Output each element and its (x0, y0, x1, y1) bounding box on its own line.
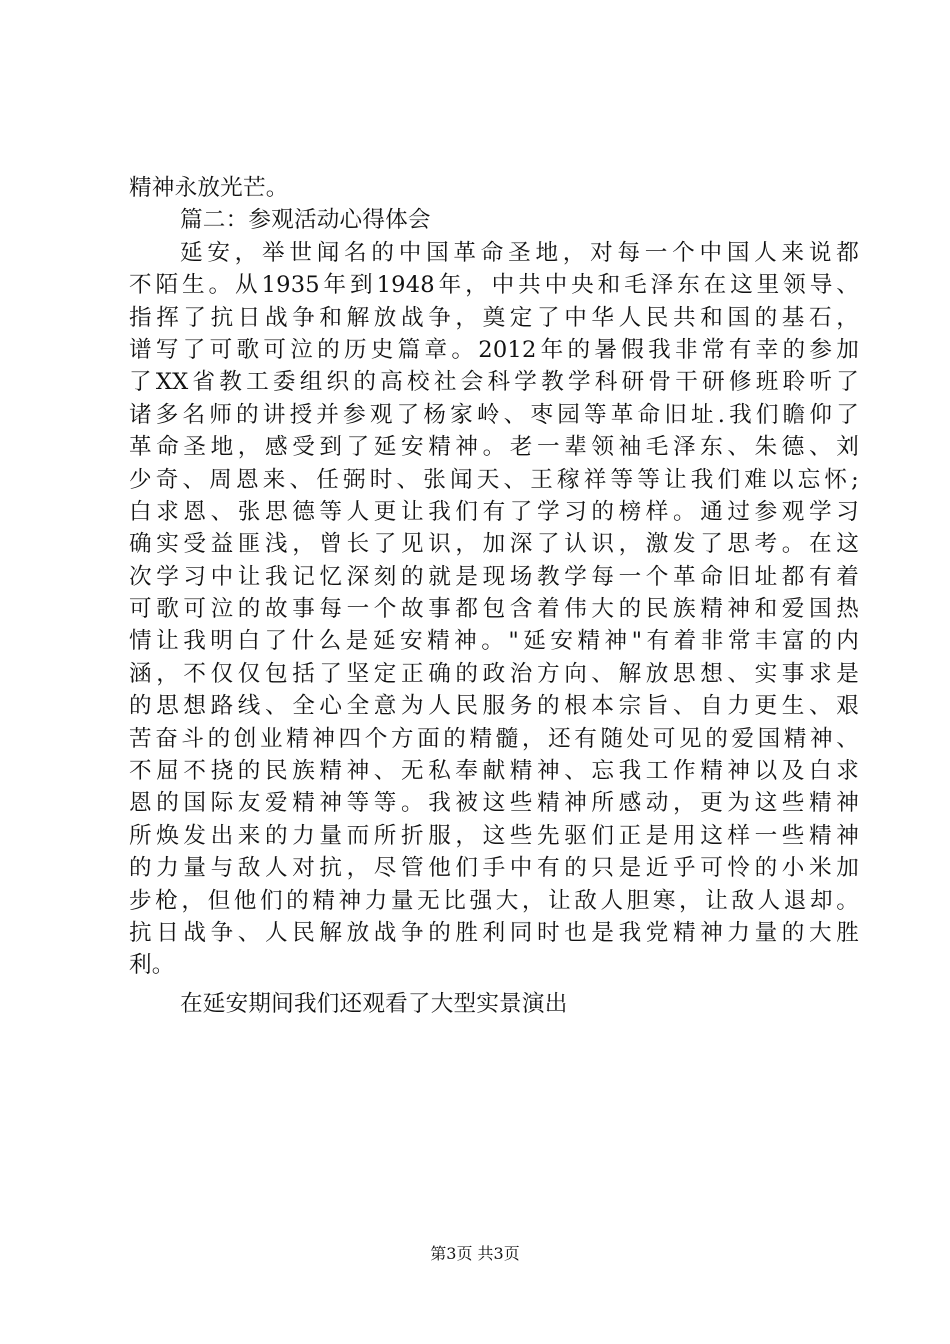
text-line: 抗日战争、人民解放战争的胜利同时也是我党精神力量的大胜 (129, 919, 859, 946)
text-line: 确实受益匪浅，曾长了见识，加深了认识，激发了思考。在这 (129, 531, 859, 558)
text-line: 所焕发出来的力量而所折服，这些先驱们正是用这样一些精神 (129, 822, 859, 849)
text-line: 的力量与敌人对抗，尽管他们手中有的只是近乎可怜的小米加 (129, 855, 859, 882)
text-line: 可歌可泣的故事每一个故事都包含着伟大的民族精神和爱国热 (129, 596, 859, 623)
text-line: 诸多名师的讲授并参观了杨家岭、枣园等革命旧址.我们瞻仰了 (129, 401, 859, 428)
text-line: 不屈不挠的民族精神、无私奉献精神、忘我工作精神以及白求 (129, 758, 859, 785)
text-line: 精神永放光芒。 (129, 175, 289, 201)
text-line: 涵，不仅仅包括了坚定正确的政治方向、解放思想、实事求是 (129, 660, 859, 687)
text-line: 指挥了抗日战争和解放战争，奠定了中华人民共和国的基石， (129, 304, 859, 331)
text-line: 情让我明白了什么是延安精神。"延安精神"有着非常丰富的内 (129, 628, 859, 655)
page-footer: 第3页 共3页 (430, 1244, 520, 1263)
text-line: 步枪，但他们的精神力量无比强大，让敌人胆寒，让敌人退却。 (129, 887, 859, 914)
text-line: 在延安期间我们还观看了大型实景演出 (180, 990, 568, 1017)
text-line: 苦奋斗的创业精神四个方面的精髓，还有随处可见的爱国精神、 (129, 725, 859, 752)
text-line: 篇二：参观活动心得体会 (180, 207, 431, 234)
text-line: 了XX省教工委组织的高校社会科学教学科研骨干研修班聆听了 (129, 369, 859, 396)
document-body (129, 172, 859, 1020)
text-line: 的思想路线、全心全意为人民服务的根本宗旨、自力更生、艰 (129, 693, 859, 720)
text-line: 少奇、周恩来、任弼时、张闻天、王稼祥等等让我们难以忘怀; (129, 466, 859, 493)
text-line: 不陌生。从1935年到1948年，中共中央和毛泽东在这里领导、 (129, 272, 859, 299)
text-line: 利。 (129, 952, 175, 979)
text-line: 革命圣地，感受到了延安精神。老一辈领袖毛泽东、朱德、刘 (129, 434, 859, 461)
text-line: 恩的国际友爱精神等等。我被这些精神所感动，更为这些精神 (129, 790, 859, 817)
text-line: 谱写了可歌可泣的历史篇章。2012年的暑假我非常有幸的参加 (129, 336, 859, 363)
text-line: 次学习中让我记忆深刻的就是现场教学每一个革命旧址都有着 (129, 563, 859, 590)
text-line: 延安，举世闻名的中国革命圣地，对每一个中国人来说都 (180, 239, 859, 266)
text-line: 白求恩、张思德等人更让我们有了学习的榜样。通过参观学习 (129, 498, 859, 525)
